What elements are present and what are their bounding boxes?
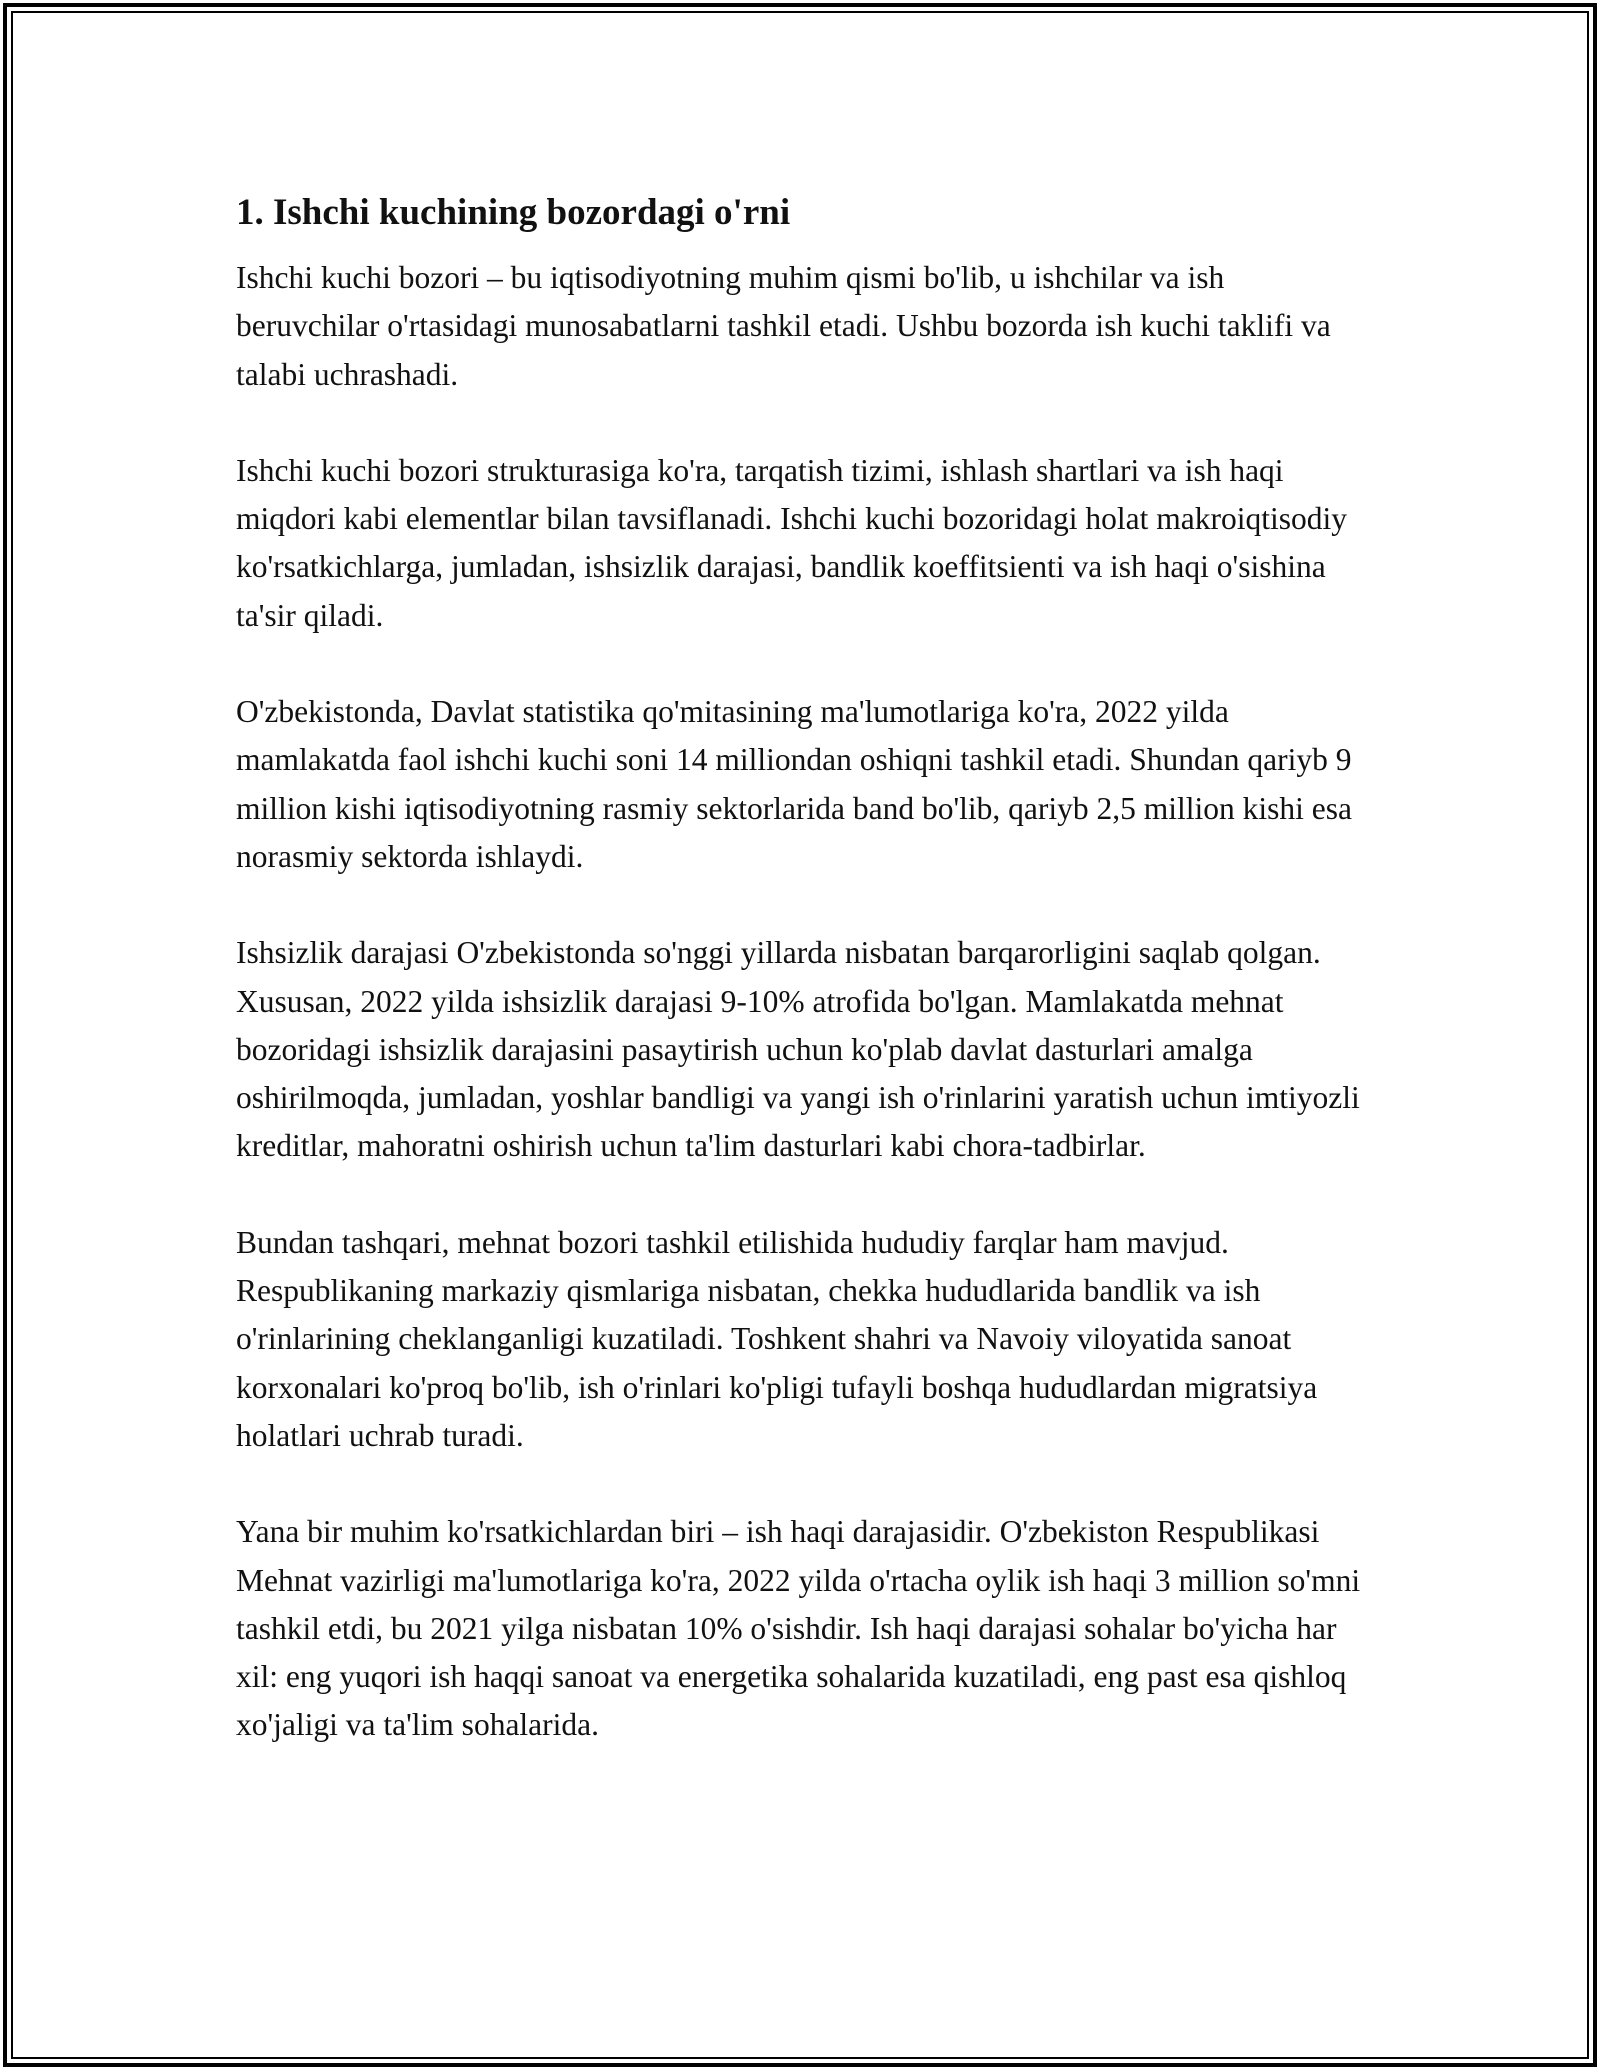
paragraph-3: O'zbekistonda, Davlat statistika qo'mitasining ma'lumotlariga ko'ra, 2022 yilda mamlakatda faol ishchi kuchi soni 14 milliondan oshiqni tashkil etadi. Shundan qariyb 9 million kishi iqtisodiyotning rasmiy sektorlarida band bo'lib, qariyb 2,5 million kishi esa norasmiy sektorda ishlaydi. (236, 694, 1352, 874)
paragraph-4: Ishsizlik darajasi O'zbekistonda so'nggi yillarda nisbatan barqarorligini saqlab qolgan. Xususan, 2022 yilda ishsizlik darajasi 9-10% atrofida bo'lgan. Mamlakatda mehnat bozoridagi ishsizlik darajasini pasaytirish uchun ko'plab davlat dasturlari amalga oshirilmoqda, jumladan, yoshlar bandligi va yangi ish o'rinlarini yaratish uchun imtiyozli kreditlar, mahoratni oshirish uchun ta'lim dasturlari kabi chora-tadbirlar. (236, 935, 1360, 1164)
paragraph-5: Bundan tashqari, mehnat bozori tashkil etilishida hududiy farqlar ham mavjud. Respublikaning markaziy qismlariga nisbatan, chekka hududlarida bandlik va ish o'rinlarining cheklanganligi kuzatiladi. Toshkent shahri va Navoiy viloyatida sanoat korxonalari ko'proq bo'lib, ish o'rinlari ko'pligi tufayli boshqa hududlardan migratsiya holatlari uchrab turadi. (236, 1224, 1318, 1453)
paragraph-2: Ishchi kuchi bozori strukturasiga ko'ra, tarqatish tizimi, ishlash shartlari va ish haqi miqdori kabi elementlar bilan tavsiflanadi. Ishchi kuchi bozoridagi holat makroiqtisodiy ko'rsatkichlarga, jumladan, ishsizlik darajasi, bandlik koeffitsienti va ish haqi o'sishina ta'sir qiladi. (236, 452, 1347, 633)
section-heading: 1. Ishchi kuchining bozordagi o'rni (236, 192, 791, 233)
paragraph-1: Ishchi kuchi bozori – bu iqtisodiyotning muhim qismi bo'lib, u ishchilar va ish beruvchilar o'rtasidagi munosabatlarni tashkil etadi. Ushbu bozorda ish kuchi taklifi va talabi uchrashadi. (236, 260, 1331, 392)
document-body (236, 180, 1366, 1798)
paragraph-6: Yana bir muhim ko'rsatkichlardan biri – ish haqi darajasidir. O'zbekiston Respublikasi Mehnat vazirligi ma'lumotlariga ko'ra, 2022 yilda o'rtacha oylik ish haqi 3 million so'mni tashkil etdi, bu 2021 yilga nisbatan 10% o'sishdir. Ish haqi darajasi sohalar bo'yicha har xil: eng yuqori ish haqqi sanoat va energetika sohalarida kuzatiladi, eng past esa qishloq xo'jaligi va ta'lim sohalarida. (236, 1514, 1361, 1743)
